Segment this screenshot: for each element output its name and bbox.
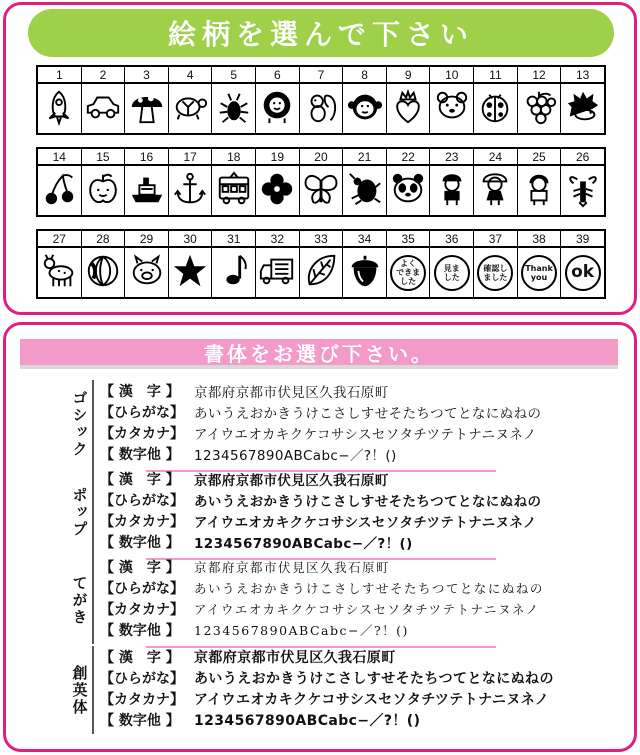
sample-label: 【カタカナ】 <box>100 513 184 530</box>
sample-text: あいうえおかきうけこさしすせそたちつてとなにぬねの <box>194 405 542 422</box>
design-cell[interactable] <box>82 149 126 215</box>
font-sample-line <box>100 443 610 464</box>
design-row-3 <box>36 229 606 299</box>
design-cell[interactable] <box>256 149 300 215</box>
deer-icon <box>40 252 78 294</box>
sample-text: 1234567890ABCabc−／?！() <box>194 712 421 729</box>
design-cell[interactable] <box>169 149 213 215</box>
font-sample-line <box>100 489 610 510</box>
anchor-icon <box>171 170 209 212</box>
design-picture <box>387 248 430 297</box>
sample-label: 【カタカナ】 <box>100 691 184 708</box>
hedgehog-icon <box>564 88 602 130</box>
font-name-column <box>68 380 94 468</box>
design-number: 14 <box>38 149 81 166</box>
sample-text: あいうえおかきうけこさしすせそたちつてとなにぬねの <box>194 670 554 687</box>
design-picture <box>82 166 125 215</box>
font-sample-line <box>100 619 610 640</box>
design-picture <box>38 166 81 215</box>
design-picture <box>300 84 343 133</box>
design-selection-banner <box>28 9 614 57</box>
kid-icon <box>520 170 558 212</box>
design-cell[interactable] <box>82 231 126 297</box>
sample-text: 1234567890ABCabc−／?！() <box>194 535 413 552</box>
cherries-icon <box>40 170 78 212</box>
font-sample-line <box>100 468 610 489</box>
design-number: 17 <box>169 149 212 166</box>
design-number: 27 <box>38 231 81 248</box>
design-picture <box>518 248 561 297</box>
sample-text: 京都府京都市伏見区久我石原町 <box>194 649 396 666</box>
design-picture <box>212 84 255 133</box>
design-picture <box>430 84 473 133</box>
design-picture <box>169 84 212 133</box>
design-picture <box>430 248 473 297</box>
design-cell[interactable] <box>169 231 213 297</box>
design-picture <box>518 84 561 133</box>
design-picture <box>38 248 81 297</box>
font-sample-line <box>100 422 610 443</box>
sample-text: アイウエオカキクケコサシスセソタチツテトナニヌネノ <box>194 601 540 617</box>
font-sample-line <box>100 556 610 577</box>
design-selection-title: 絵柄を選んで下さい <box>167 18 474 51</box>
design-number: 25 <box>518 149 561 166</box>
font-sample-line <box>100 667 610 688</box>
rocket-icon <box>40 88 78 130</box>
font-name: 創英体 <box>70 664 89 716</box>
music-note-icon <box>215 252 253 294</box>
design-picture <box>343 84 386 133</box>
font-sample-line <box>100 401 610 422</box>
design-number: 11 <box>474 67 517 84</box>
design-picture <box>300 248 343 297</box>
design-cell[interactable] <box>430 231 474 297</box>
sample-label: 【ひらがな】 <box>100 580 184 597</box>
design-number: 33 <box>300 231 343 248</box>
design-number: 23 <box>430 149 473 166</box>
car-icon <box>84 88 122 130</box>
sample-label: 【カタカナ】 <box>100 425 184 442</box>
design-number: 26 <box>561 149 604 166</box>
butterfly-icon <box>302 170 340 212</box>
sample-label: 【ひらがな】 <box>100 404 184 421</box>
design-number: 3 <box>125 67 168 84</box>
design-number: 37 <box>474 231 517 248</box>
design-cell[interactable] <box>300 231 344 297</box>
font-name: てがき <box>70 574 89 626</box>
shell-icon <box>84 252 122 294</box>
font-sample-line <box>100 709 610 730</box>
design-number: 7 <box>300 67 343 84</box>
design-cell[interactable] <box>300 67 344 133</box>
monkey-icon <box>346 88 384 130</box>
grapes-icon <box>520 88 558 130</box>
design-number: 30 <box>169 231 212 248</box>
design-number: 38 <box>518 231 561 248</box>
design-cell[interactable] <box>38 231 82 297</box>
sample-label: 【 数字他 】 <box>100 534 180 551</box>
design-cell[interactable] <box>125 149 169 215</box>
design-cell[interactable] <box>561 231 604 297</box>
design-picture <box>125 166 168 215</box>
design-picture <box>561 84 604 133</box>
design-cell[interactable] <box>430 67 474 133</box>
design-picture <box>474 166 517 215</box>
design-number: 19 <box>256 149 299 166</box>
design-cell[interactable] <box>38 67 82 133</box>
leaf-icon <box>302 252 340 294</box>
design-number: 28 <box>82 231 125 248</box>
squirrel-icon <box>302 88 340 130</box>
ladybug-icon <box>476 88 514 130</box>
design-cell[interactable] <box>430 149 474 215</box>
font-sample-lines <box>100 556 610 640</box>
font-name-column <box>68 556 94 644</box>
design-number: 2 <box>82 67 125 84</box>
design-number: 34 <box>343 231 386 248</box>
sample-label: 【 漢 字 】 <box>100 383 180 400</box>
font-sample-lines <box>100 380 610 464</box>
lobster-icon <box>564 170 602 212</box>
design-picture <box>82 248 125 297</box>
design-picture <box>125 248 168 297</box>
panda-icon <box>389 170 427 212</box>
design-number: 35 <box>387 231 430 248</box>
sample-label: 【ひらがな】 <box>100 492 184 509</box>
design-cell[interactable] <box>387 231 431 297</box>
design-cell[interactable] <box>212 149 256 215</box>
font-sample-line <box>100 598 610 619</box>
design-picture <box>430 166 473 215</box>
font-selection-panel <box>3 322 637 752</box>
design-selection-panel <box>3 2 637 315</box>
font-sample-line <box>100 531 610 552</box>
girl-icon <box>476 170 514 212</box>
design-number: 36 <box>430 231 473 248</box>
font-name-column <box>68 468 94 556</box>
sample-label: 【 数字他 】 <box>100 712 180 729</box>
design-number: 39 <box>561 231 604 248</box>
sample-label: 【 漢 字 】 <box>100 649 180 666</box>
design-number: 20 <box>300 149 343 166</box>
font-sample-line <box>100 510 610 531</box>
design-cell[interactable] <box>300 149 344 215</box>
star-icon <box>171 252 209 294</box>
design-picture <box>387 84 430 133</box>
stamp-yoku-dekimashita-icon: よく できま した <box>390 255 426 291</box>
sample-text: 1234567890ABCabc−／?！() <box>194 622 409 638</box>
design-number: 16 <box>125 149 168 166</box>
design-picture <box>169 166 212 215</box>
design-number: 24 <box>474 149 517 166</box>
design-number: 5 <box>212 67 255 84</box>
font-sample-line <box>100 646 610 667</box>
design-cell[interactable] <box>474 67 518 133</box>
design-number: 4 <box>169 67 212 84</box>
design-cell[interactable] <box>387 67 431 133</box>
design-picture <box>561 248 604 297</box>
font-name: ゴシック <box>70 390 89 458</box>
design-picture <box>474 84 517 133</box>
design-number: 18 <box>212 149 255 166</box>
clover-icon <box>258 170 296 212</box>
train-icon <box>215 170 253 212</box>
design-picture <box>387 166 430 215</box>
mushroom-icon <box>128 88 166 130</box>
stamp-kakunin-icon: 確認し ました <box>477 255 513 291</box>
font-sample-line <box>100 688 610 709</box>
design-cell[interactable] <box>256 67 300 133</box>
design-cell[interactable] <box>387 149 431 215</box>
design-cell[interactable] <box>518 231 562 297</box>
design-cell[interactable] <box>256 231 300 297</box>
acorn-icon <box>346 252 384 294</box>
design-picture <box>169 248 212 297</box>
design-row-1 <box>36 65 606 135</box>
design-picture <box>82 84 125 133</box>
ship-icon <box>128 170 166 212</box>
sample-label: 【 数字他 】 <box>100 446 180 463</box>
crown-heart-icon <box>389 88 427 130</box>
design-picture <box>212 248 255 297</box>
design-cell[interactable] <box>474 231 518 297</box>
design-picture <box>256 248 299 297</box>
sample-text: あいうえおかきうけこさしすせそたちつてとなにぬねの <box>194 493 542 510</box>
beetle-icon <box>346 170 384 212</box>
sample-text: 京都府京都市伏見区久我石原町 <box>194 559 391 575</box>
font-selection-title: 書体をお選び下さい。 <box>204 341 434 366</box>
design-cell[interactable] <box>125 231 169 297</box>
design-number: 21 <box>343 149 386 166</box>
sample-text: アイウエオカキクケコサシスセソタチツテトナニヌネノ <box>194 691 550 708</box>
apple-icon <box>84 170 122 212</box>
design-picture <box>343 166 386 215</box>
design-cell[interactable] <box>561 67 604 133</box>
sample-label: 【カタカナ】 <box>100 601 184 618</box>
design-cell[interactable] <box>212 231 256 297</box>
design-row-2 <box>36 147 606 217</box>
design-picture <box>300 166 343 215</box>
lion-icon <box>258 88 296 130</box>
design-number: 32 <box>256 231 299 248</box>
font-option[interactable] <box>68 646 608 734</box>
design-number: 22 <box>387 149 430 166</box>
design-number: 10 <box>430 67 473 84</box>
design-picture <box>256 84 299 133</box>
design-picture <box>518 166 561 215</box>
pig-icon <box>128 252 166 294</box>
font-option[interactable] <box>68 556 608 644</box>
font-sample-lines <box>100 468 610 552</box>
font-selection-banner <box>20 339 618 369</box>
bear-icon <box>433 88 471 130</box>
sample-text: 京都府京都市伏見区久我石原町 <box>194 384 389 401</box>
sample-text: 京都府京都市伏見区久我石原町 <box>194 472 389 489</box>
design-picture <box>343 248 386 297</box>
design-cell[interactable] <box>343 231 387 297</box>
design-number: 1 <box>38 67 81 84</box>
font-sample-line <box>100 380 610 401</box>
turtle-icon <box>171 88 209 130</box>
sample-label: 【ひらがな】 <box>100 670 184 687</box>
design-picture <box>38 84 81 133</box>
design-cell[interactable] <box>212 67 256 133</box>
sample-label: 【 漢 字 】 <box>100 471 180 488</box>
design-number: 15 <box>82 149 125 166</box>
boy-icon <box>433 170 471 212</box>
font-sample-line <box>100 577 610 598</box>
stamp-mimashita-icon: 見ま した <box>434 255 470 291</box>
font-name: ポップ <box>70 486 89 538</box>
design-picture <box>561 166 604 215</box>
design-cell[interactable] <box>125 67 169 133</box>
font-name-column <box>68 646 94 734</box>
stamp-thank-you-icon: Thank you <box>521 255 557 291</box>
design-cell[interactable] <box>518 67 562 133</box>
design-cell[interactable] <box>474 149 518 215</box>
font-option[interactable] <box>68 380 608 468</box>
sample-text: あいうえおかきうけこさしすせそたちつてとなにぬねの <box>194 580 544 596</box>
design-number: 8 <box>343 67 386 84</box>
font-sample-lines <box>100 646 610 730</box>
design-number: 9 <box>387 67 430 84</box>
design-cell[interactable] <box>82 67 126 133</box>
design-number: 12 <box>518 67 561 84</box>
design-cell[interactable] <box>518 149 562 215</box>
sample-label: 【 漢 字 】 <box>100 559 180 576</box>
font-option[interactable] <box>68 468 608 556</box>
design-cell[interactable] <box>561 149 604 215</box>
design-number: 29 <box>125 231 168 248</box>
design-cell[interactable] <box>343 149 387 215</box>
design-picture <box>125 84 168 133</box>
design-cell[interactable] <box>169 67 213 133</box>
design-picture <box>212 166 255 215</box>
stag-beetle-icon <box>215 88 253 130</box>
design-picture <box>256 166 299 215</box>
sample-label: 【 数字他 】 <box>100 622 180 639</box>
design-cell[interactable] <box>343 67 387 133</box>
sample-text: アイウエオカキクケコサシスセソタチツテトナニヌネノ <box>194 514 537 531</box>
design-number: 31 <box>212 231 255 248</box>
design-number: 6 <box>256 67 299 84</box>
truck-icon <box>258 252 296 294</box>
design-number: 13 <box>561 67 604 84</box>
sample-text: アイウエオカキクケコサシスセソタチツテトナニヌネノ <box>194 426 537 443</box>
stamp-ok-icon: ok <box>565 255 601 291</box>
design-picture <box>474 248 517 297</box>
design-cell[interactable] <box>38 149 82 215</box>
sample-text: 1234567890ABCabc−／?！() <box>194 447 397 464</box>
